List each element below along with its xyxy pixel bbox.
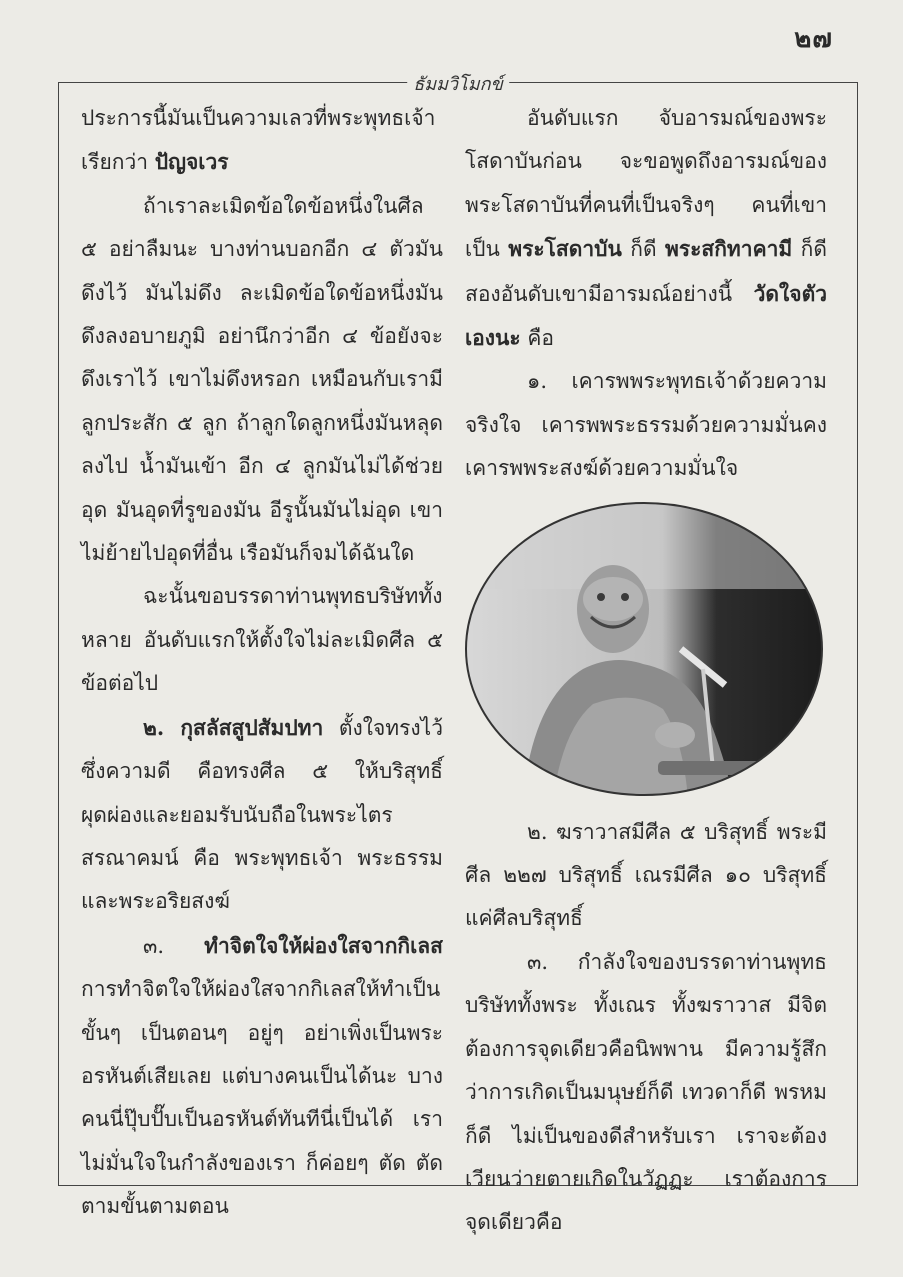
page-frame [58, 74, 858, 1235]
paragraph: ๑. เคารพพระพุทธเจ้าด้วยความจริงใจ เคารพพระธรรมด้วยความมั่นคง เคารพพระสงฆ์ด้วยความมั่นใจ [465, 369, 827, 481]
paragraph: ๒. กุสลัสสูปสัมปทา ตั้งใจทรงไว้ซึ่งความดี คือทรงศีล ๕ ให้บริสุทธิ์ผุดผ่องและยอมรับนับถือในพระไตรสรณาคมน์ คือ พระพุทธเจ้า พระธรรม และพระอริยสงฆ์ [81, 714, 444, 914]
monk-photo [463, 499, 825, 799]
paragraph: ถ้าเราละเมิดข้อใดข้อหนึ่งในศีล ๕ อย่าลืมนะ บางท่านบอกอีก ๔ ตัวมันดึงไว้ มันไม่ดึง ละเมิดข้อใดข้อหนึ่งมันดึงลงอบายภูมิ อย่านึกว่าอีก ๔ ข้อยังจะดึงเราไว้ เขาไม่ดึงหรอก เหมือนกับเรามีลูกประสัก ๕ ลูก ถ้าลูกใดลูกหนึ่งมันหลุดลงไป น้ำมันเข้า อีก ๔ ลูกมันไม่ได้ช่วยอุด มันอุดที่รูของมัน อีรูนั้นมันไม่อุด เขาไม่ย้ายไปอุดที่อื่น เรือมันก็จมได้ฉันใด [81, 193, 443, 566]
right-column [465, 97, 827, 1245]
paragraph: อันดับแรก จับอารมณ์ของพระโสดาบันก่อน จะขอพูดถึงอารมณ์ของพระโสดาบันที่คนที่เป็นจริงๆ คนที่เขาเป็น พระโสดาบัน ก็ดี พระสกิทาคามี ก็ดี สองอันดับเขามีอารมณ์อย่างนี้ วัดใจตัวเองนะ คือ [465, 106, 828, 351]
paragraph: ๓. ทำจิตใจให้ผ่องใสจากกิเลส การทำจิตใจให้ผ่องใสจากกิเลสให้ทำเป็นขั้นๆ เป็นตอนๆ อยู่ๆ อย่าเพิ่งเป็นพระอรหันต์เสียเลย แต่บางคนเป็นได้นะ บางคนนี่ปุ๊บปั๊บเป็นอรหันต์ทันทีนี่เป็นได้ เราไม่มั่นใจในกำลังของเรา ก็ค่อยๆ ตัด ตัดตามขั้นตามตอน [81, 932, 443, 1219]
paragraph: ๓. กำลังใจของบรรดาท่านพุทธบริษัททั้งพระ ทั้งเณร ทั้งฆราวาส มีจิตต้องการจุดเดียวคือนิพพาน มีความรู้สึกว่าการเกิดเป็นมนุษย์ก็ดี เทวดาก็ดี พรหมก็ดี ไม่เป็นของดีสำหรับเรา เราจะต้องเวียนว่ายตายเกิดในวัฏฏะ เราต้องการจุดเดียวคือ [465, 949, 827, 1235]
monk-photo-illustration [463, 499, 825, 799]
page-number: ๒๗ [794, 24, 833, 54]
paragraph: ฉะนั้นขอบรรดาท่านพุทธบริษัททั้งหลาย อันดับแรกให้ตั้งใจไม่ละเมิดศีล ๕ ข้อต่อไป [81, 584, 443, 696]
paragraph: ประการนี้มันเป็นความเลวที่พระพุทธเจ้าเรียกว่า ปัญจเวร [81, 106, 436, 175]
left-column [81, 97, 443, 1229]
running-header: ธัมมวิโมกข์ [407, 69, 509, 98]
paragraph: ๒. ฆราวาสมีศีล ๕ บริสุทธิ์ พระมีศีล ๒๒๗ บริสุทธิ์ เณรมีศีล ๑๐ บริสุทธิ์ แค่ศีลบริสุทธิ์ [465, 819, 827, 931]
